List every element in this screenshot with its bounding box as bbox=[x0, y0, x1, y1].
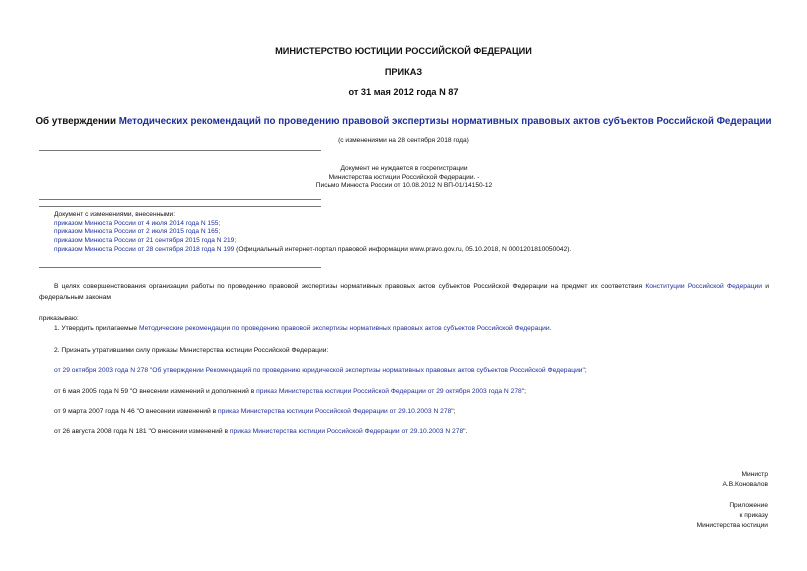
signature-block bbox=[723, 470, 768, 490]
amendment-last bbox=[54, 246, 774, 255]
item1-suffix: . bbox=[549, 325, 552, 332]
constitution-link[interactable]: Конституции Российской Федерации bbox=[645, 283, 762, 290]
revoked-order-4 bbox=[54, 426, 774, 437]
registration-line-2: Министерства юстиции Российской Федерации. - bbox=[328, 173, 480, 181]
revoked-suffix: ; bbox=[584, 367, 587, 374]
amendment-link[interactable]: приказом Минюста России от 2 июля 2015 года N 165; bbox=[54, 228, 221, 236]
divider bbox=[39, 199, 321, 200]
doc-type-heading: ПРИКАЗ bbox=[384, 67, 423, 77]
divider bbox=[39, 150, 321, 151]
order-word: приказываю: bbox=[39, 315, 79, 322]
amendments-intro: Документ с изменениями, внесенными: bbox=[54, 211, 176, 218]
revoked-order-3 bbox=[54, 406, 774, 417]
amendments-block bbox=[54, 211, 774, 255]
doc-date: от 31 мая 2012 года N 87 bbox=[348, 87, 459, 97]
revoked-suffix: "; bbox=[451, 408, 456, 415]
registration-line-1: Документ не нуждается в госрегистрации bbox=[340, 165, 468, 172]
order-278-link[interactable]: приказ Министерства юстиции Российской Федерации от 29 октября 2003 года N 278 bbox=[256, 388, 522, 395]
revoked-suffix: "; bbox=[521, 388, 527, 395]
revoked-order-2 bbox=[54, 386, 774, 397]
amendment-link[interactable]: приказом Минюста России от 4 июля 2014 года N 155; bbox=[54, 219, 221, 227]
order-item-1 bbox=[54, 323, 774, 334]
doc-title bbox=[0, 116, 807, 127]
changes-note: (с изменениями на 28 сентября 2018 года) bbox=[338, 137, 469, 144]
revoked-prefix: от 9 марта 2007 года N 46 "О внесении изменений в bbox=[54, 408, 219, 415]
revoked-suffix: ". bbox=[463, 428, 468, 435]
registration-note bbox=[280, 165, 528, 191]
registration-line-3: Письмо Минюста России от 10.08.2012 N ВП-01/14150-12 bbox=[315, 182, 493, 190]
amendment-link[interactable]: приказом Минюста России от 28 сентября 2018 года N 199 bbox=[54, 245, 235, 253]
revoked-prefix: от 26 августа 2008 года N 181 "О внесении изменений в bbox=[54, 428, 230, 435]
signature-name: А.В.Коновалов bbox=[722, 481, 768, 488]
preamble-text-end: и федеральным законам bbox=[39, 283, 770, 301]
appendix-line-1: Приложение bbox=[729, 502, 768, 509]
appendix-line-2: к приказу bbox=[739, 512, 768, 519]
appendix-line-3: Министерства юстиции bbox=[696, 522, 768, 529]
amendment-link[interactable]: приказом Минюста России от 21 сентября 2015 года N 219; bbox=[54, 237, 237, 245]
amendment-source: (Официальный интернет-портал правовой информации www.pravo.gov.ru, 05.10.2018, N 0001201810050042). bbox=[234, 245, 572, 253]
revoked-order-link[interactable]: от 29 октября 2003 года N 278 "Об утверждении Рекомендаций по проведению юридической экспертизы нормативных правовых актов субъектов Российской Федерации" bbox=[54, 367, 585, 374]
recommendations-link[interactable]: Методические рекомендации по проведению правовой экспертизы нормативных правовых актов субъектов Российской Федерации bbox=[138, 325, 550, 332]
preamble-text: В целях совершенствования организации работы по проведению правовой экспертизы нормативных правовых актов субъектов Российской Федерации на предмет их соответствия bbox=[54, 283, 646, 290]
order-278-link[interactable]: приказ Министерства юстиции Российской Федерации от 29.10.2003 N 278 bbox=[218, 408, 452, 415]
revoked-prefix: от 6 мая 2005 года N 59 "О внесении изменений и дополнений в bbox=[54, 388, 257, 395]
revoked-order-1 bbox=[54, 365, 774, 376]
appendix-block bbox=[697, 501, 768, 531]
order-item-2: 2. Признать утратившими силу приказы Министерства юстиции Российской Федерации: bbox=[54, 347, 329, 354]
signature-role: Министр bbox=[741, 471, 768, 478]
ministry-heading: МИНИСТЕРСТВО ЮСТИЦИИ РОССИЙСКОЙ ФЕДЕРАЦИИ bbox=[275, 46, 532, 56]
doc-title-link[interactable]: Методических рекомендаций по проведению правовой экспертизы нормативных правовых актов субъектов Российской Федерации bbox=[118, 116, 772, 127]
item1-prefix: 1. Утвердить прилагаемые bbox=[54, 325, 139, 332]
divider bbox=[39, 267, 321, 268]
doc-title-prefix: Об утверждении bbox=[35, 116, 119, 127]
divider bbox=[39, 206, 321, 207]
preamble bbox=[39, 281, 769, 303]
order-278-link[interactable]: приказ Министерства юстиции Российской Федерации от 29.10.2003 N 278 bbox=[229, 428, 464, 435]
